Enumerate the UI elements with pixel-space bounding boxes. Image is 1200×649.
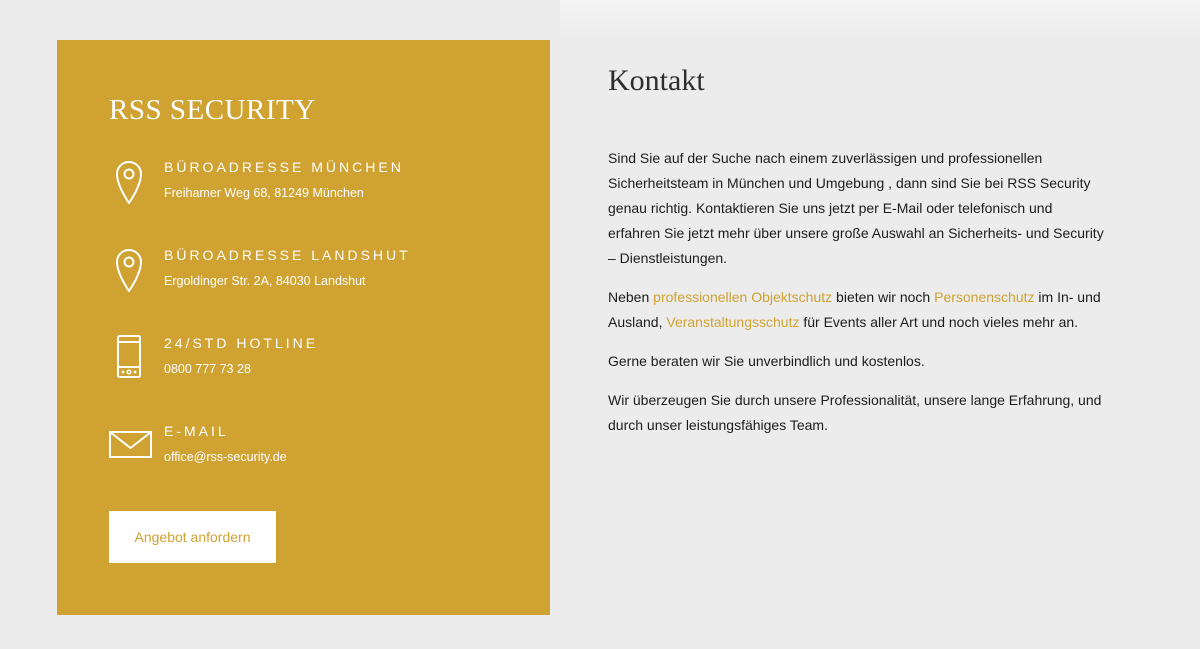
info-title: BÜROADRESSE LANDSHUT: [164, 247, 411, 263]
info-item-address-landshut: [109, 246, 509, 306]
envelope-icon: [109, 422, 153, 468]
text-segment: bieten wir noch: [832, 289, 935, 305]
link-personenschutz[interactable]: Personenschutz: [934, 289, 1035, 305]
info-item-hotline: [109, 334, 509, 394]
main-content: [608, 62, 1108, 452]
text-segment: Neben: [608, 289, 654, 305]
link-objektschutz[interactable]: professionellen Objektschutz: [653, 289, 833, 305]
consulting-paragraph: Gerne beraten wir Sie unverbindlich und kostenlos.: [608, 353, 925, 369]
info-value-email[interactable]: office@rss-security.de: [164, 450, 287, 464]
page-title: Kontakt: [608, 64, 705, 97]
info-value: Freihamer Weg 68, 81249 München: [164, 186, 364, 200]
intro-paragraph: Sind Sie auf der Suche nach einem zuverlässigen und professionellen Sicherheitsteam in München und Umgebung , dann sind Sie bei RSS Security genau richtig. Kontaktieren Sie uns jetzt per E-Mail oder telefonisch und erfahren Sie jetzt mehr über unsere große Auswahl an Sicherheits- und Security – Dienstleistungen.: [608, 150, 1104, 266]
location-pin-icon: [109, 158, 153, 204]
background-sheen: [560, 0, 1200, 40]
text-segment: im In- und Ausland,: [608, 289, 1101, 330]
info-value: 0800 777 73 28: [164, 362, 251, 376]
request-offer-button[interactable]: Angebot anfordern: [109, 511, 276, 563]
mobile-phone-icon: [109, 334, 153, 380]
text-segment: für Events aller Art und noch vieles mehr an.: [799, 314, 1079, 330]
info-title: 24/STD HOTLINE: [164, 335, 319, 351]
company-name: RSS SECURITY: [109, 94, 316, 126]
team-paragraph: Wir überzeugen Sie durch unsere Professionalität, unsere lange Erfahrung, und durch unser leistungsfähiges Team.: [608, 392, 1102, 433]
info-item-email: [109, 422, 509, 482]
info-item-address-munich: [109, 158, 509, 218]
location-pin-icon: [109, 246, 153, 292]
info-title: E-MAIL: [164, 423, 229, 439]
info-value: Ergoldinger Str. 2A, 84030 Landshut: [164, 274, 366, 288]
contact-card: [57, 40, 550, 615]
link-veranstaltungsschutz[interactable]: Veranstaltungsschutz: [666, 314, 800, 330]
services-paragraph: [608, 285, 1108, 335]
info-title: BÜROADRESSE MÜNCHEN: [164, 159, 404, 175]
